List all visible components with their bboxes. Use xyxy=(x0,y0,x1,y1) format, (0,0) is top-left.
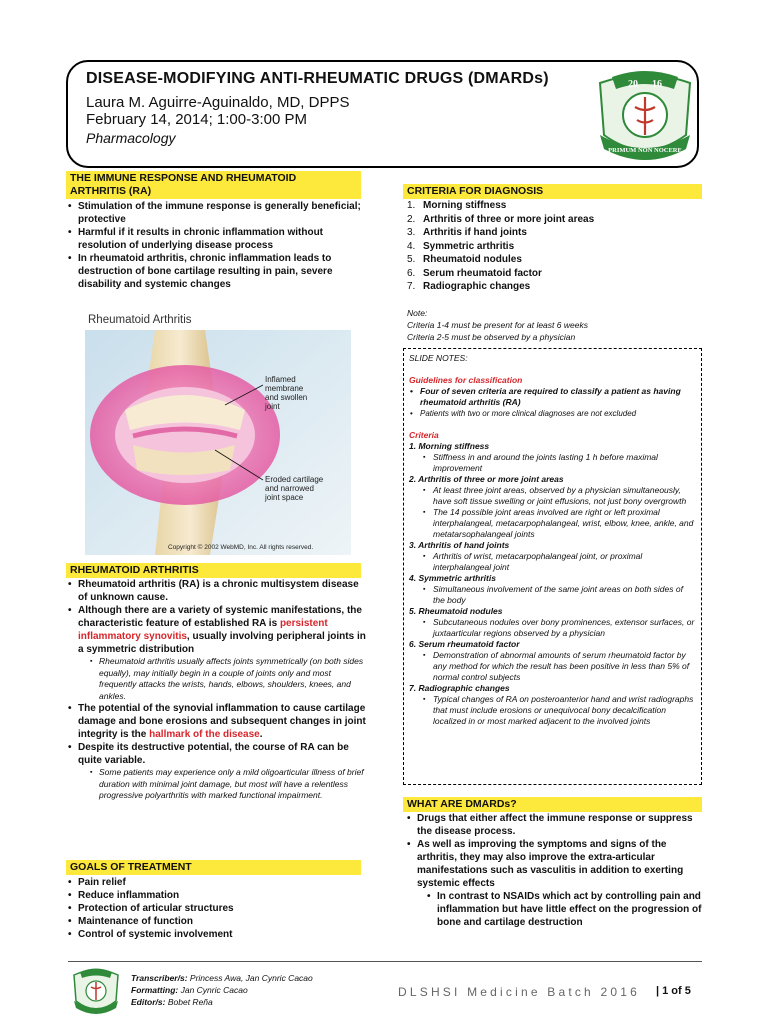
criteria-list xyxy=(407,199,702,294)
section-heading-immune-response: THE IMMUNE RESPONSE AND RHEUMATOID ARTHRITIS (RA) xyxy=(66,171,361,199)
criteria-note: Note: Criteria 1-4 must be present for at least 6 weeks Criteria 2-5 must be observed by a physician xyxy=(407,308,588,342)
footer-credits: Transcriber/s: Princess Awa, Jan Cynric Cacao Formatting: Jan Cynric Cacao Editor/s: Bobet Reña xyxy=(131,973,313,1007)
batch-crest-logo xyxy=(590,65,700,165)
lecturer-name: Laura M. Aguirre-Aguinaldo, MD, DPPS xyxy=(86,94,350,111)
list-subitem: ▪ Arthritis of wrist, metacarpophalangeal joint, or proximal interphalangeal joint xyxy=(423,551,696,573)
list-subitem: • In contrast to NSAIDs which act by controlling pain and inflammation but have little effect on the progression of bone and cartilage destruction xyxy=(425,890,703,929)
list-item: • Although there are a variety of systemic manifestations, the characteristic feature of established RA is persistent inflammatory synovitis, usually involving peripheral joints in a symmetric distribution ▪ Rheumatoid arthritis usually affects joints symmetrically (on both sides equally), may initially begin in a couple of joints only and most frequently attacks the wrists, hands, elbows, shoulders, knees, and ankles. xyxy=(66,604,366,702)
list-subitem: ▪ Simultaneous involvement of the same joint areas on both sides of the body xyxy=(423,584,696,606)
list-item: • Four of seven criteria are required to classify a patient as having rheumatoid arthritis (RA) xyxy=(409,386,696,408)
list-subitem: ▪ Typical changes of RA on posteroanterior hand and wrist radiographs that must include erosions or unequivocal bony decalcification localized in or most marked adjacent to the involved joints xyxy=(423,694,696,727)
list-item: 1. Morning stiffness xyxy=(407,200,507,211)
goals-list xyxy=(66,876,366,941)
list-item: • In rheumatoid arthritis, chronic inflammation leads to destruction of bone cartilage resulting in pain, severe disability and systemic changes xyxy=(66,252,366,291)
footer-batch-name: DLSHSI Medicine Batch 2016 xyxy=(398,985,640,999)
immune-response-list xyxy=(66,200,366,291)
list-subitem: ▪ At least three joint areas, observed by a physician simultaneously, have soft tissue swelling or joint effusions, not just bony overgrowth xyxy=(423,485,696,507)
rheumatoid-arthritis-list xyxy=(66,578,366,802)
list-item: • Rheumatoid arthritis (RA) is a chronic multisystem disease of unknown cause. xyxy=(66,578,366,604)
figure-copyright: Copyright © 2002 WebMD, Inc. All rights reserved. xyxy=(168,544,314,551)
criteria-notes-heading: Criteria xyxy=(409,430,439,440)
svg-text:Inflamed membrane and: Inflamed membrane and swollen joint xyxy=(265,375,308,411)
list-item: • Harmful if it results in chronic inflammation without resolution of underlying disease process xyxy=(66,226,366,252)
list-subitem: ▪ Subcutaneous nodules over bony prominences, extensor surfaces, or juxtaarticular regions observed by a physician xyxy=(423,617,696,639)
svg-text:Eroded cartilage and narro: Eroded cartilage and narrowed joint space xyxy=(265,475,324,502)
section-heading-criteria-for-diagnosis: CRITERIA FOR DIAGNOSIS xyxy=(403,184,702,199)
list-subitem: ▪ Rheumatoid arthritis usually affects joints symmetrically (on both sides equally), may initially begin in a couple of joints only and most frequently attacks the wrists, hands, elbows, shoulders, knees, and ankles. xyxy=(88,656,366,702)
list-subitem: ▪ Stiffness in and around the joints lasting 1 h before maximal improvement xyxy=(423,452,696,474)
rheumatoid-arthritis-illustration xyxy=(85,310,351,555)
list-item: • Control of systemic involvement xyxy=(66,928,366,941)
section-heading-goals-of-treatment: GOALS OF TREATMENT xyxy=(66,860,361,875)
document-title: DISEASE-MODIFYING ANTI-RHEUMATIC DRUGS (DMARDs) xyxy=(86,70,549,87)
crest-motto: PRIMUM NON NOCERE xyxy=(608,147,682,154)
dmards-list xyxy=(405,812,703,929)
list-item: 2. Arthritis of three or more joint areas xyxy=(407,213,595,225)
list-item: • Patients with two or more clinical diagnoses are not excluded xyxy=(409,408,696,419)
list-item: 4. Symmetric arthritis xyxy=(407,240,515,252)
guidelines-heading: Guidelines for classification xyxy=(409,375,523,385)
subject-name: Pharmacology xyxy=(86,130,176,146)
list-item: 3. Arthritis if hand joints xyxy=(407,227,527,238)
crest-year-left: 20 xyxy=(628,79,638,90)
list-item: • Despite its destructive potential, the course of RA can be quite variable. ▪ Some patients may experience only a mild oligoarticular illness of brief duration with minimal joint damage, but most will have a relentless progressive polyarthritis with marked functional impairment. xyxy=(66,741,366,802)
lecture-date: February 14, 2014; 1:00-3:00 PM xyxy=(86,111,307,128)
list-item: • Drugs that either affect the immune response or suppress the disease process. xyxy=(405,812,703,838)
footer-crest-logo xyxy=(68,965,124,1017)
list-item: 6. Serum rheumatoid factor xyxy=(407,267,542,279)
page-number: | 1 of 5 xyxy=(656,985,691,997)
list-subitem: ▪ Some patients may experience only a mild oligoarticular illness of brief duration with minimal joint damage, but most will have a relentless progressive polyarthritis with marked functional impairment. xyxy=(88,767,366,802)
list-item: • Stimulation of the immune response is generally beneficial; protective xyxy=(66,200,366,226)
list-item: • As well as improving the symptoms and signs of the arthritis, they may also improve the extra-articular manifestations such as vasculitis in addition to exerting systemic effects • In contrast to NSAIDs which act by controlling pain and inflammation but have little effect on the progression of bone and cartilage destruction xyxy=(405,838,703,929)
footer-divider xyxy=(68,961,702,962)
list-item: • Reduce inflammation xyxy=(66,889,366,902)
figure-title: Rheumatoid Arthritis xyxy=(88,314,192,326)
list-subitem: ▪ Demonstration of abnormal amounts of serum rheumatoid factor by any method for which the result has been positive in less than 5% of normal control subjects xyxy=(423,650,696,683)
list-item: 7. Radiographic changes xyxy=(407,281,531,292)
list-item: • The potential of the synovial inflammation to cause cartilage damage and bone erosions and subsequent changes in joint integrity is the hallmark of the disease. xyxy=(66,702,366,741)
list-item: • Pain relief xyxy=(66,876,366,889)
slide-notes-label: SLIDE NOTES: xyxy=(409,353,468,363)
list-subitem: ▪ The 14 possible joint areas involved are right or left proximal interphalangeal, metacarpophalangeal, wrist, elbow, knee, ankle, and metatarsophalangeal joints xyxy=(423,507,696,540)
list-item: 5. Rheumatoid nodules xyxy=(407,254,522,265)
list-item: • Maintenance of function xyxy=(66,915,366,928)
section-heading-what-are-dmards: WHAT ARE DMARDs? xyxy=(403,797,702,812)
slide-notes-box: SLIDE NOTES: Guidelines for classification • Four of seven criteria are required to classify a patient as having rheumatoid arthritis (RA) • Patients with two or more clinical diagnoses are not excluded Criteria 1. Morning stiffness ▪ Stiffness in and around the joints lasting 1 h before maximal improvement 2. Arthritis of three or more joint areas ▪ At least three joint areas, observed by a physician simultaneously, have soft tissue swelling or joint effusions, not just bony overgrowth ▪ The 14 possible joint areas involved are right or left proximal interphalangeal, metacarpophalangeal, wrist, elbow, knee, ankle, and metatarsophalangeal joints 3. Arthritis of hand joints ▪ Arthritis of wrist, metacarpophalangeal joint, or proximal interphalangeal joint 4. Symmetric arthritis ▪ Simultaneous involvement of the same joint areas on both sides of the body 5. Rheumatoid nodules ▪ Subcutaneous nodules over bony prominences, extensor surfaces, or juxtaarticular regions observed by a physician 6. Serum rheumatoid factor ▪ Demonstration of abnormal amounts of serum rheumatoid factor by any method for which the result has been positive in less than 5% of normal control subjects 7. Radiographic changes ▪ Typical changes of RA on posteroanterior hand and wrist radiographs that must include erosions or unequivocal bony decalcification localized in or most marked adjacent to the involved joints xyxy=(403,348,702,785)
section-heading-rheumatoid-arthritis: RHEUMATOID ARTHRITIS xyxy=(66,563,361,578)
list-item: • Protection of articular structures xyxy=(66,902,366,915)
crest-year-right: 16 xyxy=(652,79,662,90)
